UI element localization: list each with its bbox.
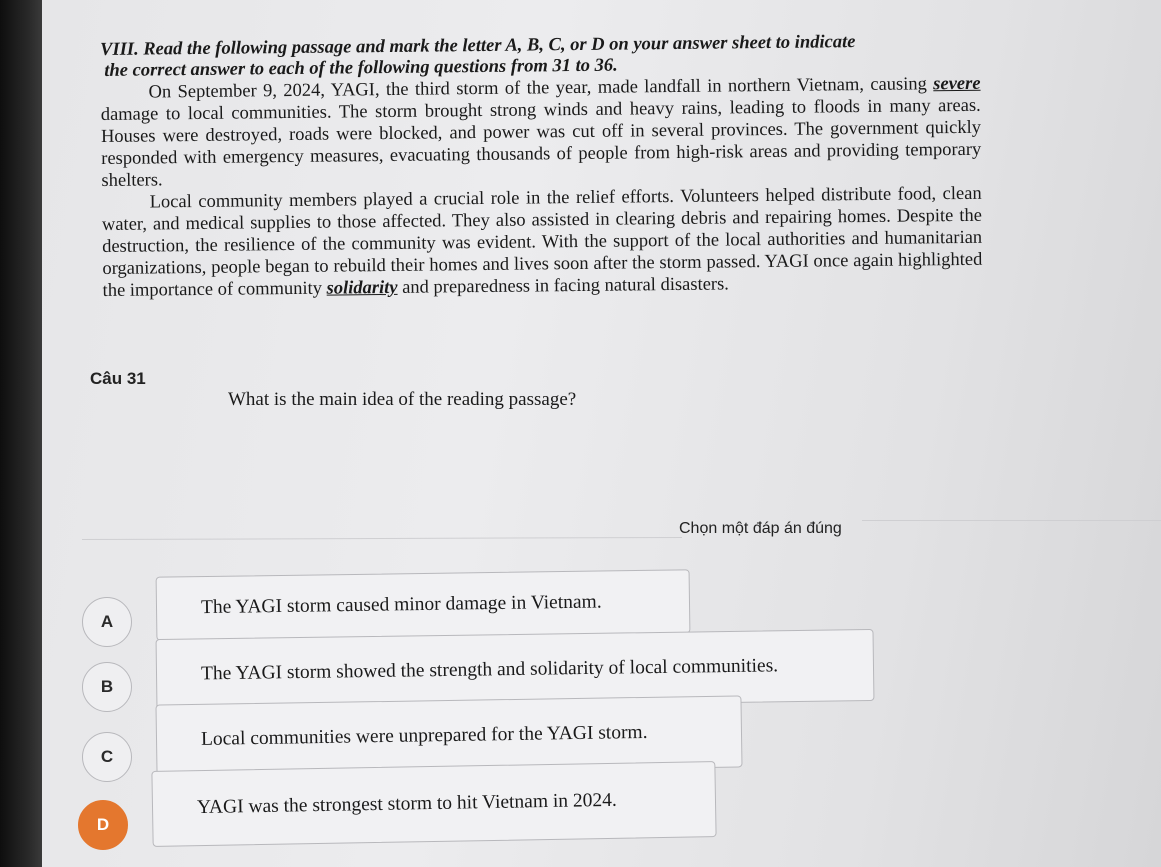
- option-c-text: Local communities were unprepared for the YAGI storm.: [200, 721, 648, 750]
- option-a-box[interactable]: [156, 569, 691, 640]
- option-a-text: The YAGI storm caused minor damage in Vietnam.: [200, 591, 602, 619]
- passage-paragraph-1: [100, 73, 981, 192]
- p1-text-start: On September 9, 2024, YAGI, the third storm of the year, made landfall in northern Vietnam, causing: [148, 74, 934, 103]
- option-a-letter[interactable]: A: [82, 597, 132, 647]
- option-d-letter[interactable]: D: [78, 800, 128, 850]
- option-b-letter[interactable]: B: [82, 662, 132, 712]
- option-d-box[interactable]: [151, 761, 716, 847]
- instruction-line-1: VIII. Read the following passage and mark the letter A, B, C, or D on your answer sheet to indicate: [100, 32, 856, 60]
- option-b-text: The YAGI storm showed the strength and solidarity of local communities.: [200, 655, 779, 685]
- question-number: Câu 31: [90, 369, 146, 388]
- underlined-word-severe: severe: [933, 73, 981, 95]
- divider-left: [82, 537, 682, 540]
- option-d-text: YAGI was the strongest storm to hit Vietnam in 2024.: [196, 789, 618, 819]
- reading-passage: [100, 31, 983, 302]
- p2-text-end: and preparedness in facing natural disasters.: [397, 274, 729, 298]
- monitor-bezel: [0, 0, 42, 867]
- answer-hint: Chọn một đáp án đúng: [679, 520, 842, 537]
- divider-right: [862, 520, 1161, 521]
- passage-paragraph-2: [102, 183, 983, 302]
- p1-text-end: damage to local communities. The storm brought strong winds and heavy rains, leading to floods in many areas. Houses were destroyed, roads were blocked, and power was cut off in several provinces. The government quickly responded with emergency measures, evacuating thousands of people from high-risk areas and providing temporary shelters.: [100, 95, 982, 191]
- p2-text-start: Local community members played a crucial role in the relief efforts. Volunteers helped distribute food, clean water, and medical supplies to those affected. They also assisted in clearing debris and repairing homes. Despite the destruction, the resilience of the community was evident. With the support of the local authorities and humanitarian organizations, people began to rebuild their homes and lives soon after the storm passed. YAGI once again highlighted the importance of community: [101, 183, 983, 301]
- quiz-screen: [42, 0, 1161, 867]
- instruction-line-2: the correct answer to each of the following questions from 31 to 36.: [104, 55, 618, 81]
- underlined-word-solidarity: solidarity: [326, 277, 398, 299]
- option-c-letter[interactable]: C: [82, 732, 132, 782]
- question-text: What is the main idea of the reading passage?: [228, 389, 577, 410]
